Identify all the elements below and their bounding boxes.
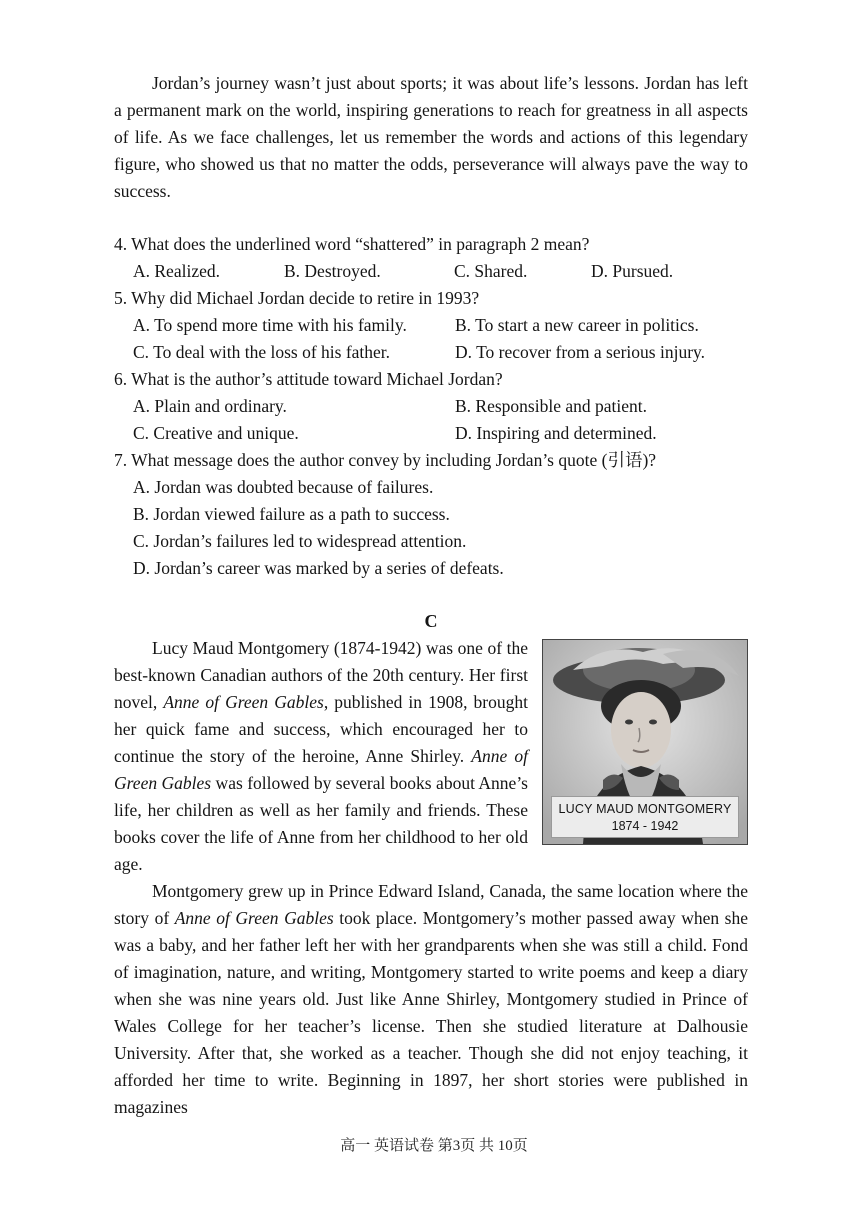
question-4-option-d: D. Pursued.: [591, 261, 674, 281]
question-7-option-c: C. Jordan’s failures led to widespread attention.: [133, 531, 467, 551]
book-title-1: Anne of Green Gables: [163, 692, 324, 712]
section-c-title: C: [424, 611, 438, 631]
p2-text-b: took place. Montgomery’s mother passed away when she was a baby, and her father left her with her grandparents when she was still a child. Fond of imagination, nature, and writing, Montgomery started to write poems and keep a diary when she was nine years old. Just like Anne Shirley, Montgomery studied in Prince of Wales College for her teacher’s license. Then she studied literature at Dalhousie University. After that, she worked as a teacher. Though she did not enjoy teaching, it afforded her time to write. Beginning in 1897, her short stories were published in magazines: [114, 908, 749, 1117]
page-content: [114, 70, 748, 1121]
question-6-options-row-2: [114, 420, 748, 447]
question-5-options-row-1: [114, 312, 748, 339]
page-footer: 高一 英语试卷 第3页 共 10页: [340, 1138, 528, 1154]
p2-text-a: Montgomery grew up in Prince Edward Island, Canada, the same location where the story of: [114, 881, 748, 928]
question-7-option-b: B. Jordan viewed failure as a path to success.: [133, 504, 450, 524]
question-6-option-b: B. Responsible and patient.: [455, 396, 647, 416]
book-title-2: Anne of Green Gables: [114, 746, 528, 793]
question-6-option-c: C. Creative and unique.: [133, 423, 299, 443]
question-7-option-a: A. Jordan was doubted because of failures.: [133, 477, 434, 497]
question-6-options-row-1: [114, 393, 748, 420]
question-4-option-b: B. Destroyed.: [284, 261, 381, 281]
p1-text-b: , published in 1908, brought her quick fame and success, which encouraged her to continue the story of the heroine, Anne Shirley.: [114, 692, 529, 766]
question-4-options: [114, 258, 748, 285]
section-c-paragraph-2: [114, 878, 748, 1121]
question-5-option-b: B. To start a new career in politics.: [455, 315, 699, 335]
question-7-option-d: D. Jordan’s career was marked by a series of defeats.: [133, 558, 504, 578]
question-7-stem: 7. What message does the author convey by including Jordan’s quote (引语)?: [114, 450, 657, 470]
question-5-options-row-2: [114, 339, 748, 366]
question-6-stem: 6. What is the author’s attitude toward Michael Jordan?: [114, 369, 503, 389]
p1-text-c: was followed by several books about Anne’s life, her children as well as her family and friends. These books cover the life of Anne from her childhood to her old age.: [114, 773, 528, 874]
question-5-stem: 5. Why did Michael Jordan decide to retire in 1993?: [114, 288, 480, 308]
caption-name: LUCY MAUD MONTGOMERY: [558, 802, 732, 816]
montgomery-portrait: [542, 639, 748, 845]
p1-text-a: Lucy Maud Montgomery (1874-1942) was one of the best-known Canadian authors of the 20th century. Her first novel,: [114, 638, 528, 712]
question-4-option-c: C. Shared.: [454, 261, 528, 281]
question-5-option-a: A. To spend more time with his family.: [133, 315, 407, 335]
question-6-option-a: A. Plain and ordinary.: [133, 396, 287, 416]
question-4-option-a: A. Realized.: [133, 261, 220, 281]
passage-b-closing-paragraph: Jordan’s journey wasn’t just about sports; it was about life’s lessons. Jordan has left a permanent mark on the world, inspiring generations to reach for greatness in all aspects of life. As we face challenges, let us remember the words and actions of this legendary figure, who showed us that no matter the odds, perseverance will always pave the way to success.: [114, 73, 748, 201]
question-6-option-d: D. Inspiring and determined.: [455, 423, 657, 443]
caption-years: 1874 - 1942: [611, 819, 679, 833]
question-4-stem: 4. What does the underlined word “shattered” in paragraph 2 mean?: [114, 234, 590, 254]
book-title-3: Anne of Green Gables: [174, 908, 334, 928]
portrait-caption: [551, 796, 739, 838]
question-5-option-c: C. To deal with the loss of his father.: [133, 342, 391, 362]
question-5-option-d: D. To recover from a serious injury.: [455, 342, 706, 362]
